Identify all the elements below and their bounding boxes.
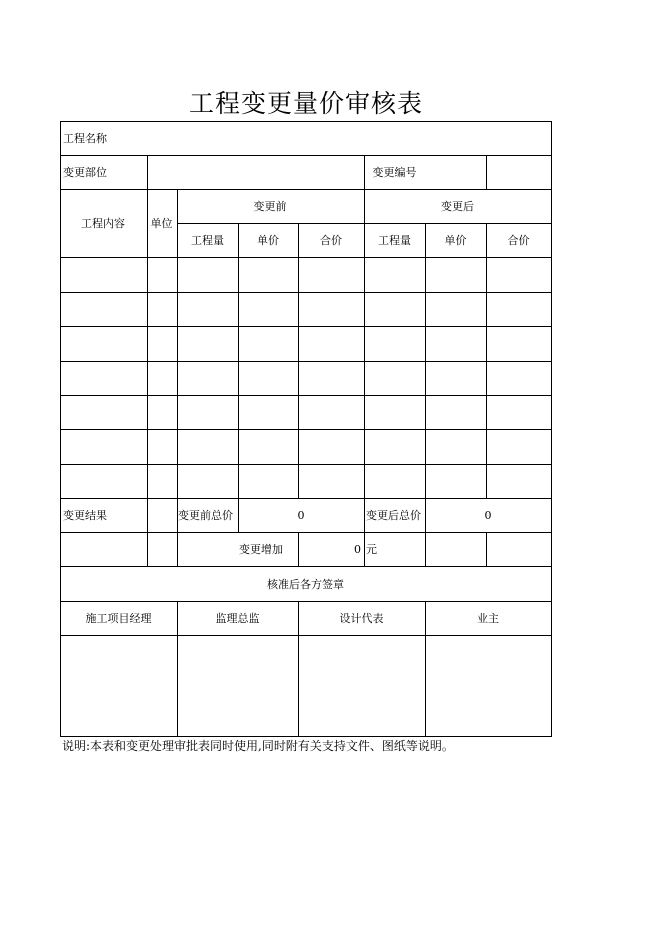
signatory-design-rep: 设计代表 <box>339 612 384 625</box>
total-after-value: 0 <box>484 508 492 522</box>
item-after-total[interactable] <box>487 465 551 498</box>
grid-line-v <box>486 155 487 190</box>
item-before-unit-price[interactable] <box>239 293 298 326</box>
item-before-total[interactable] <box>299 327 364 360</box>
signature-box-supervisor[interactable] <box>178 636 298 736</box>
item-before-total[interactable] <box>299 465 364 498</box>
item-after-unit-price[interactable] <box>426 258 486 291</box>
item-before-quantity[interactable] <box>178 258 238 291</box>
item-before-quantity[interactable] <box>178 396 238 429</box>
label-total-before: 变更前总价 <box>178 509 233 522</box>
item-content[interactable] <box>61 430 147 463</box>
change-location-value[interactable] <box>147 155 366 189</box>
item-before-quantity[interactable] <box>178 293 238 326</box>
item-after-unit-price[interactable] <box>426 465 486 498</box>
signature-box-design-rep[interactable] <box>299 636 425 736</box>
item-before-total[interactable] <box>299 258 364 291</box>
item-before-total[interactable] <box>299 293 364 326</box>
signatory-owner: 业主 <box>477 612 499 625</box>
signature-box-project-manager[interactable] <box>61 636 177 736</box>
label-change-result: 变更结果 <box>63 509 107 522</box>
item-content[interactable] <box>61 293 147 326</box>
signatory-supervisor: 监理总监 <box>215 612 260 625</box>
label-before-unit-price: 单价 <box>257 234 279 247</box>
label-after-quantity: 工程量 <box>378 234 411 247</box>
label-change-location: 变更部位 <box>63 166 107 179</box>
item-before-quantity[interactable] <box>178 362 238 395</box>
item-unit[interactable] <box>148 293 177 326</box>
item-after-quantity[interactable] <box>365 465 425 498</box>
item-after-unit-price[interactable] <box>426 430 486 463</box>
item-before-unit-price[interactable] <box>239 430 298 463</box>
item-before-unit-price[interactable] <box>239 465 298 498</box>
item-after-total[interactable] <box>487 362 551 395</box>
label-signature-title: 核准后各方签章 <box>267 577 344 591</box>
item-before-quantity[interactable] <box>178 430 238 463</box>
item-before-total[interactable] <box>299 362 364 395</box>
label-work-content: 工程内容 <box>81 217 125 230</box>
item-after-quantity[interactable] <box>365 430 425 463</box>
item-unit[interactable] <box>148 465 177 498</box>
label-after-change: 变更后 <box>441 200 474 213</box>
item-after-total[interactable] <box>487 293 551 326</box>
item-content[interactable] <box>61 362 147 395</box>
total-before-value: 0 <box>297 508 305 522</box>
signatory-project-manager: 施工项目经理 <box>85 612 152 625</box>
item-before-quantity[interactable] <box>178 327 238 360</box>
item-after-quantity[interactable] <box>365 396 425 429</box>
label-unit: 单位 <box>150 217 173 230</box>
item-before-unit-price[interactable] <box>239 327 298 360</box>
item-after-total[interactable] <box>487 327 551 360</box>
item-before-unit-price[interactable] <box>239 362 298 395</box>
label-increase: 变更增加 <box>239 543 283 556</box>
label-before-change: 变更前 <box>253 200 287 213</box>
item-after-total[interactable] <box>487 258 551 291</box>
label-yuan: 元 <box>366 543 377 556</box>
item-after-quantity[interactable] <box>365 293 425 326</box>
item-unit[interactable] <box>148 258 177 291</box>
form-note: 说明:本表和变更处理审批表同时使用,同时附有关支持文件、图纸等说明。 <box>62 739 454 753</box>
item-after-unit-price[interactable] <box>426 327 486 360</box>
item-unit[interactable] <box>148 362 177 395</box>
label-change-number: 变更编号 <box>372 166 417 179</box>
increase-value: 0 <box>354 542 361 556</box>
item-content[interactable] <box>61 258 147 291</box>
item-unit[interactable] <box>148 396 177 429</box>
label-project-name: 工程名称 <box>63 132 107 145</box>
item-after-total[interactable] <box>487 396 551 429</box>
item-content[interactable] <box>61 465 147 498</box>
item-after-unit-price[interactable] <box>426 396 486 429</box>
grid-line-v <box>551 121 552 737</box>
label-before-quantity: 工程量 <box>191 234 224 247</box>
change-number-value[interactable] <box>426 155 486 189</box>
item-unit[interactable] <box>148 327 177 360</box>
item-after-quantity[interactable] <box>365 362 425 395</box>
form-title: 工程变更量价审核表 <box>188 89 423 118</box>
item-before-total[interactable] <box>299 396 364 429</box>
item-after-quantity[interactable] <box>365 258 425 291</box>
item-after-unit-price[interactable] <box>426 293 486 326</box>
item-content[interactable] <box>61 327 147 360</box>
review-form-table <box>60 121 552 737</box>
item-before-unit-price[interactable] <box>239 258 298 291</box>
item-content[interactable] <box>61 396 147 429</box>
label-after-unit-price: 单价 <box>444 234 467 247</box>
item-before-total[interactable] <box>299 430 364 463</box>
item-after-quantity[interactable] <box>365 327 425 360</box>
item-before-unit-price[interactable] <box>239 396 298 429</box>
label-total-after: 变更后总价 <box>366 509 421 522</box>
project-name-value[interactable] <box>147 121 554 155</box>
label-before-total-price: 合价 <box>320 234 342 247</box>
item-before-quantity[interactable] <box>178 465 238 498</box>
grid-line-v <box>486 532 487 567</box>
item-after-unit-price[interactable] <box>426 362 486 395</box>
signature-box-owner[interactable] <box>426 636 551 736</box>
item-unit[interactable] <box>148 430 177 463</box>
label-after-total-price: 合价 <box>507 234 530 247</box>
item-after-total[interactable] <box>487 430 551 463</box>
